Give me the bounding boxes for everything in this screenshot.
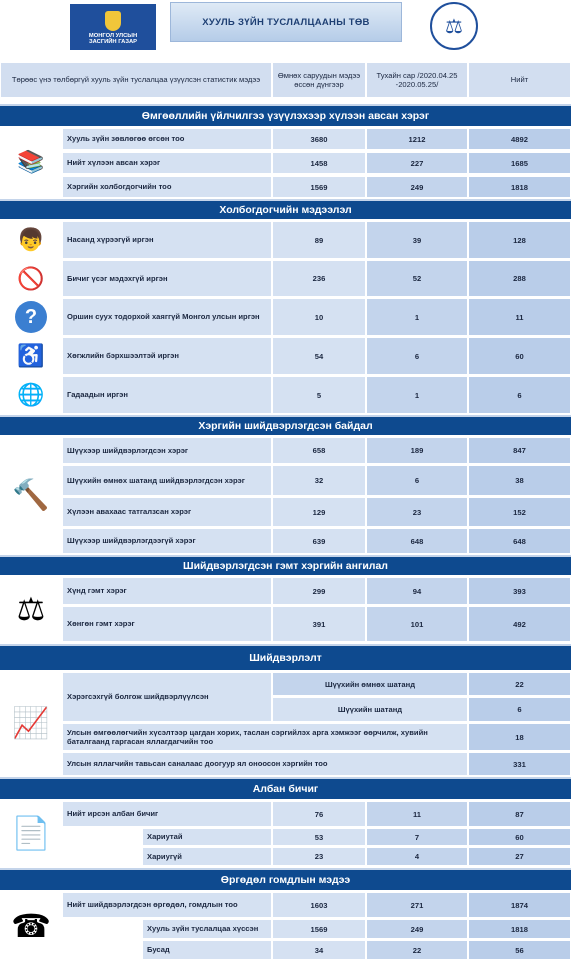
row-label: Шүүхийн өмнөх шатанд шийдвэрлэгдсэн хэрэг [62, 465, 272, 496]
document-icon: 📄 [11, 815, 51, 851]
row-value: 1212 [366, 128, 468, 150]
child-icon: 👦 [17, 227, 45, 252]
row-value: 1569 [272, 176, 366, 198]
decision-main-label: Хэрэгсэхгүй болгож шийдвэрлүүлсэн [62, 672, 272, 722]
row-label: Хууль зүйн туслалцаа хүссэн [142, 919, 272, 939]
globe-icon: 🌐 [17, 382, 45, 407]
wheelchair-icon: ♿ [17, 343, 45, 368]
row-label: Бичиг үсэг мэдэхгүй иргэн [62, 260, 272, 297]
row-value: 1818 [468, 176, 571, 198]
row-value: 128 [468, 221, 571, 259]
row-value: 1569 [272, 919, 366, 939]
row-value: 60 [468, 337, 571, 375]
books-gavel-icon: 📚 [17, 149, 45, 174]
row-value: 1818 [468, 919, 571, 939]
row-value: 34 [272, 940, 366, 960]
header-current: Тухайн сар /2020.04.25 -2020.05.25/ [366, 62, 468, 98]
row-value: 152 [468, 497, 571, 527]
row-label: Шүүхээр шийдвэрлэгдээгүй хэрэг [62, 528, 272, 554]
row-value: 492 [468, 606, 571, 642]
row-value: 3680 [272, 128, 366, 150]
decision-sub-label: Шүүхийн өмнөх шатанд [272, 672, 468, 696]
row-value: 1 [366, 376, 468, 414]
chart-icon: 📈 [12, 706, 50, 740]
row-value: 23 [272, 847, 366, 866]
row-value: 23 [366, 497, 468, 527]
row-value: 56 [468, 940, 571, 960]
header-previous: Өмнөх саруудын мэдээ өссөн дүнгээр [272, 62, 366, 98]
row-value: 10 [272, 298, 366, 336]
row-value: 101 [366, 606, 468, 642]
row-value: 639 [272, 528, 366, 554]
row-value: 249 [366, 919, 468, 939]
scales-icon: ⚖ [16, 591, 46, 627]
row-label: Нийт ирсэн албан бичиг [62, 801, 272, 827]
page-title: ХУУЛЬ ЗҮЙН ТУСЛАЛЦААНЫ ТӨВ [170, 2, 402, 42]
row-value: 4892 [468, 128, 571, 150]
legal-aid-logo-icon: ⚖ [430, 2, 478, 50]
row-label: Хариугүй [142, 847, 272, 866]
section-title: Өмгөөллийн үйлчилгээ үзүүлэхээр хүлээн авсан хэрэг [0, 104, 571, 126]
row-label: Шүүхээр шийдвэрлэгдсэн хэрэг [62, 437, 272, 464]
row-label: Улсын өмгөөлөгчийн хүсэлтээр цагдан хорих, таслан сэргийлэх арга хэмжээг өөрчилж, хувийн баталгаанд гаргасан яллагдагчийн тоо [62, 723, 468, 751]
row-label: Нийт шийдвэрлэгдсэн өргөдөл, гомдлын тоо [62, 892, 272, 918]
section-title: Шийдвэрлэгдсэн гэмт хэргийн ангилал [0, 555, 571, 575]
phone-person-icon: ☎ [11, 907, 51, 944]
row-value: 1685 [468, 152, 571, 174]
row-value: 6 [468, 376, 571, 414]
decision-sub-label: Шүүхийн шатанд [272, 697, 468, 722]
row-value: 87 [468, 801, 571, 827]
no-abc-icon: 🚫 [17, 266, 45, 291]
question-icon: ? [0, 298, 62, 336]
row-value: 189 [366, 437, 468, 464]
row-value: 7 [366, 828, 468, 846]
row-value: 76 [272, 801, 366, 827]
row-value: 393 [468, 577, 571, 605]
row-value: 18 [468, 723, 571, 751]
row-value: 22 [468, 672, 571, 696]
row-value: 236 [272, 260, 366, 297]
row-value: 5 [272, 376, 366, 414]
row-value: 1458 [272, 152, 366, 174]
row-value: 54 [272, 337, 366, 375]
row-value: 249 [366, 176, 468, 198]
row-label: Насанд хүрээгүй иргэн [62, 221, 272, 259]
row-value: 6 [366, 465, 468, 496]
row-value: 4 [366, 847, 468, 866]
row-label: Бусад [142, 940, 272, 960]
row-value: 38 [468, 465, 571, 496]
row-value: 11 [468, 298, 571, 336]
row-value: 94 [366, 577, 468, 605]
row-label: Гадаадын иргэн [62, 376, 272, 414]
section-title: Өргөдөл гомдлын мэдээ [0, 868, 571, 890]
section-title: Шийдвэрлэлт [0, 644, 571, 670]
row-value: 227 [366, 152, 468, 174]
row-label: Оршин суух тодорхой хаяггүй Монгол улсын иргэн [62, 298, 272, 336]
row-value: 271 [366, 892, 468, 918]
row-value: 391 [272, 606, 366, 642]
row-value: 6 [366, 337, 468, 375]
row-value: 53 [272, 828, 366, 846]
government-logo: МОНГОЛ УЛСЫН ЗАСГИЙН ГАЗАР [70, 4, 156, 50]
row-value: 1874 [468, 892, 571, 918]
row-label: Улсын яллагчийн тавьсан саналаас доогуур ял оноосон хэргийн тоо [62, 752, 468, 776]
row-value: 39 [366, 221, 468, 259]
section-title: Албан бичиг [0, 777, 571, 799]
gavel-icon: 🔨 [12, 478, 50, 512]
row-value: 60 [468, 828, 571, 846]
row-value: 27 [468, 847, 571, 866]
row-value: 1603 [272, 892, 366, 918]
row-value: 648 [366, 528, 468, 554]
section-title: Хэргийн шийдвэрлэгдсэн байдал [0, 415, 571, 435]
row-value: 6 [468, 697, 571, 722]
row-label: Хэргийн холбогдогчийн тоо [62, 176, 272, 198]
header-total: Нийт [468, 62, 571, 98]
header-description: Төрөөс үнэ төлбөргүй хууль зүйн туслалцаа үзүүлсэн статистик мэдээ [0, 62, 272, 98]
soyombo-emblem-icon [105, 11, 121, 31]
row-label: Нийт хүлээн авсан хэрэг [62, 152, 272, 174]
row-value: 32 [272, 465, 366, 496]
row-value: 648 [468, 528, 571, 554]
section-title: Холбогдогчийн мэдээлэл [0, 199, 571, 219]
row-label: Хөнгөн гэмт хэрэг [62, 606, 272, 642]
row-value: 1 [366, 298, 468, 336]
row-value: 52 [366, 260, 468, 297]
row-value: 299 [272, 577, 366, 605]
row-value: 22 [366, 940, 468, 960]
row-value: 288 [468, 260, 571, 297]
row-label: Хүнд гэмт хэрэг [62, 577, 272, 605]
row-value: 11 [366, 801, 468, 827]
row-label: Хөгжлийн бэрхшээлтэй иргэн [62, 337, 272, 375]
row-value: 89 [272, 221, 366, 259]
row-label: Хууль зүйн зөвлөгөө өгсөн тоо [62, 128, 272, 150]
row-value: 847 [468, 437, 571, 464]
row-value: 129 [272, 497, 366, 527]
row-value: 331 [468, 752, 571, 776]
row-label: Хариутай [142, 828, 272, 846]
row-value: 658 [272, 437, 366, 464]
row-label: Хүлээн авахаас татгалзсан хэрэг [62, 497, 272, 527]
